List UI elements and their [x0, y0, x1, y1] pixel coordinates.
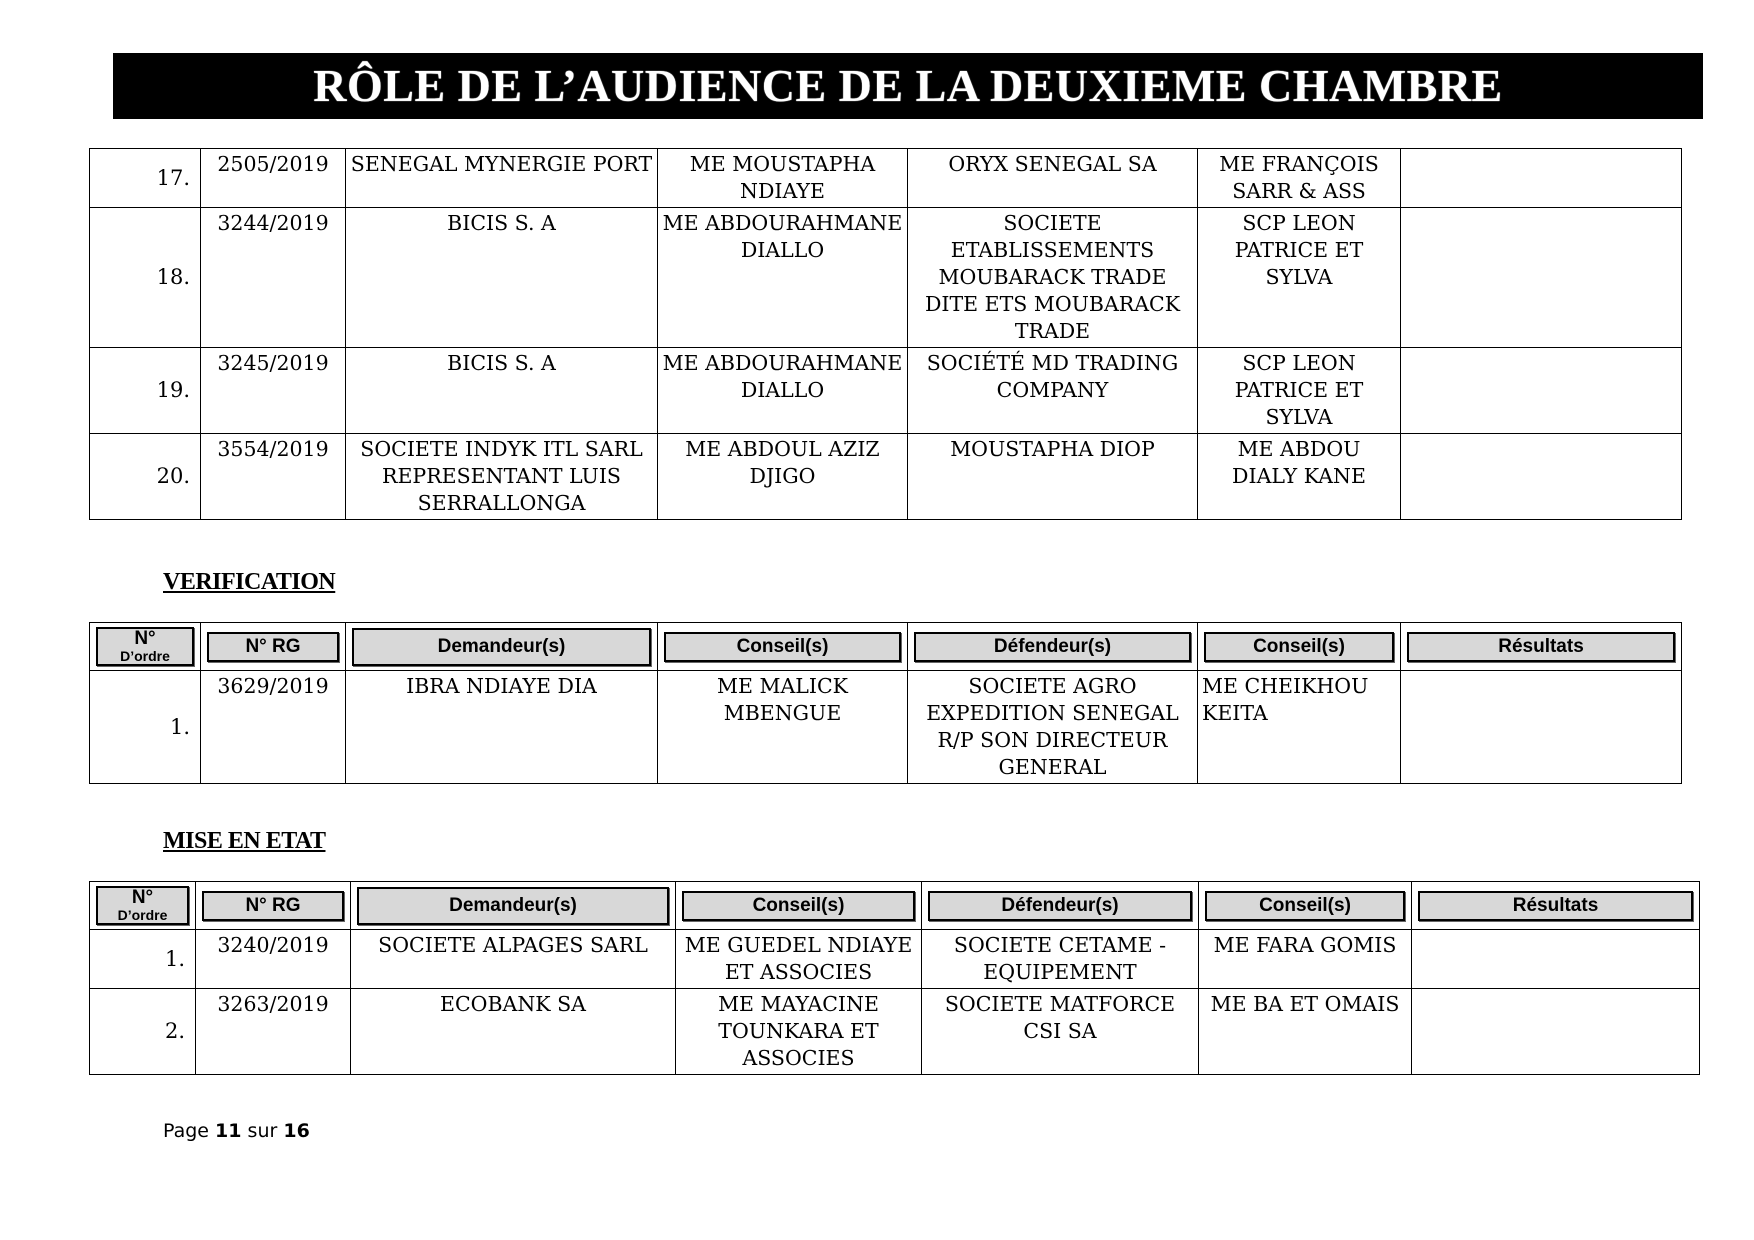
table-row: [90, 930, 1700, 989]
header-rg: N° RG: [202, 891, 344, 921]
cell-resultats: [1412, 989, 1700, 1075]
header-rg: N° RG: [207, 632, 339, 662]
cell-conseil-demandeur: ME GUEDEL NDIAYE ET ASSOCIES: [676, 930, 922, 989]
cell-conseil-defendeur: ME BA ET OMAIS: [1199, 989, 1412, 1075]
cell-ordre: 19.: [90, 348, 201, 434]
table-row: [90, 434, 1682, 520]
cell-rg: 3240/2019: [196, 930, 351, 989]
cell-demandeur: BICIS S. A: [346, 348, 658, 434]
header-conseil: Conseil(s): [664, 632, 901, 662]
header-resultats: Résultats: [1407, 632, 1675, 662]
cell-resultats: [1401, 671, 1682, 784]
cell-resultats: [1401, 208, 1682, 348]
header-demandeur: Demandeur(s): [357, 887, 669, 925]
cell-rg: 2505/2019: [201, 149, 346, 208]
cell-demandeur: SOCIETE ALPAGES SARL: [351, 930, 676, 989]
cell-rg: 3554/2019: [201, 434, 346, 520]
mise-en-etat-table: [89, 881, 1700, 1075]
cell-defendeur: SOCIETE MATFORCE CSI SA: [922, 989, 1199, 1075]
cell-conseil-defendeur: SCP LEON PATRICE ET SYLVA: [1198, 208, 1401, 348]
table-row: [90, 348, 1682, 434]
table-row: [90, 149, 1682, 208]
cell-rg: 3245/2019: [201, 348, 346, 434]
cell-defendeur: ORYX SENEGAL SA: [908, 149, 1198, 208]
cell-demandeur: ECOBANK SA: [351, 989, 676, 1075]
table-header-row: [90, 623, 1682, 671]
cell-conseil-demandeur: ME ABDOURAHMANE DIALLO: [658, 208, 908, 348]
cell-resultats: [1401, 434, 1682, 520]
header-ordre: N° D’ordre: [96, 886, 189, 925]
cell-resultats: [1412, 930, 1700, 989]
cell-ordre: 17.: [90, 149, 201, 208]
cell-conseil-demandeur: ME MAYACINE TOUNKARA ET ASSOCIES: [676, 989, 922, 1075]
header-defendeur: Défendeur(s): [914, 632, 1191, 662]
cell-demandeur: SENEGAL MYNERGIE PORT: [346, 149, 658, 208]
cell-rg: 3263/2019: [196, 989, 351, 1075]
table-row: [90, 208, 1682, 348]
cell-conseil-defendeur: ME FARA GOMIS: [1199, 930, 1412, 989]
cell-conseil-defendeur: SCP LEON PATRICE ET SYLVA: [1198, 348, 1401, 434]
cell-defendeur: SOCIETE ETABLISSEMENTS MOUBARACK TRADE DITE ETS MOUBARACK TRADE: [908, 208, 1198, 348]
table-header-row: [90, 882, 1700, 930]
header-defendeur: Défendeur(s): [928, 891, 1192, 921]
header-demandeur: Demandeur(s): [352, 628, 651, 666]
cell-conseil-demandeur: ME MALICK MBENGUE: [658, 671, 908, 784]
header-conseil: Conseil(s): [682, 891, 915, 921]
cell-defendeur: MOUSTAPHA DIOP: [908, 434, 1198, 520]
verification-table: [89, 622, 1682, 784]
mise-en-etat-title: MISE EN ETAT: [163, 828, 326, 854]
page-title-banner: RÔLE DE L’AUDIENCE DE LA DEUXIEME CHAMBRE: [113, 53, 1703, 119]
table-row: [90, 989, 1700, 1075]
cell-demandeur: SOCIETE INDYK ITL SARL REPRESENTANT LUIS SERRALLONGA: [346, 434, 658, 520]
cell-ordre: 20.: [90, 434, 201, 520]
header-ordre: N° D’ordre: [96, 627, 194, 666]
cell-conseil-defendeur: ME CHEIKHOU KEITA: [1198, 671, 1401, 784]
cell-ordre: 2.: [90, 989, 196, 1075]
cell-defendeur: SOCIETE AGRO EXPEDITION SENEGAL R/P SON DIRECTEUR GENERAL: [908, 671, 1198, 784]
header-conseil: Conseil(s): [1205, 891, 1405, 921]
cell-demandeur: IBRA NDIAYE DIA: [346, 671, 658, 784]
cell-resultats: [1401, 149, 1682, 208]
cell-rg: 3244/2019: [201, 208, 346, 348]
cell-resultats: [1401, 348, 1682, 434]
cell-ordre: 18.: [90, 208, 201, 348]
main-hearing-table: [89, 148, 1682, 520]
header-resultats: Résultats: [1418, 891, 1693, 921]
cell-defendeur: SOCIETE CETAME - EQUIPEMENT: [922, 930, 1199, 989]
cell-demandeur: BICIS S. A: [346, 208, 658, 348]
cell-conseil-demandeur: ME ABDOURAHMANE DIALLO: [658, 348, 908, 434]
cell-defendeur: SOCIÉTÉ MD TRADING COMPANY: [908, 348, 1198, 434]
cell-conseil-demandeur: ME MOUSTAPHA NDIAYE: [658, 149, 908, 208]
cell-ordre: 1.: [90, 930, 196, 989]
cell-rg: 3629/2019: [201, 671, 346, 784]
cell-conseil-defendeur: ME FRANÇOIS SARR & ASS: [1198, 149, 1401, 208]
header-conseil: Conseil(s): [1204, 632, 1394, 662]
verification-title: VERIFICATION: [163, 569, 336, 595]
cell-conseil-defendeur: ME ABDOU DIALY KANE: [1198, 434, 1401, 520]
page-number: Page 11 sur 16: [163, 1120, 310, 1142]
cell-ordre: 1.: [90, 671, 201, 784]
table-row: [90, 671, 1682, 784]
cell-conseil-demandeur: ME ABDOUL AZIZ DJIGO: [658, 434, 908, 520]
